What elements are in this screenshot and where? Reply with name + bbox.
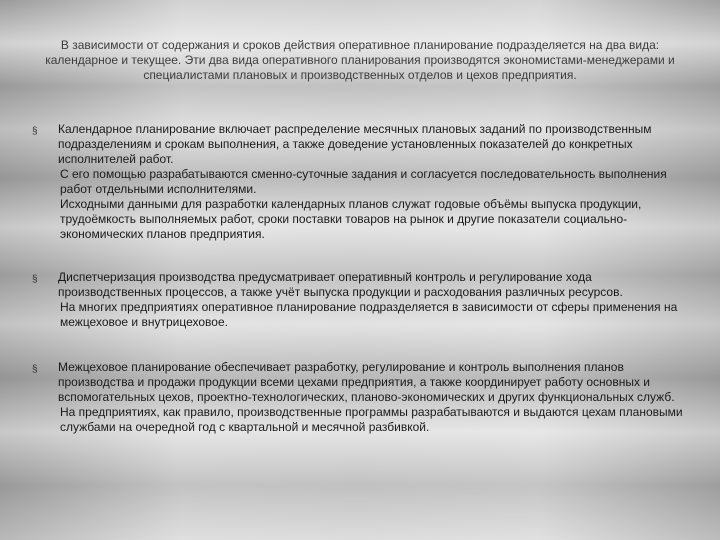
list-item-intershop-planning xyxy=(30,360,690,435)
intro-text: В зависимости от содержания и сроков действия оперативное планирование подразделяется на два вида: календарное и текущее. Эти два вида оперативного планирования производятся экономистами-менеджерами и специалистами плановых и производственных отделов и цехов предприятия. xyxy=(45,38,675,82)
list-item-dispatching xyxy=(30,270,690,330)
paragraph: Межцеховое планирование обеспечивает разработку, регулирование и контроль выполнения планов производства и продажи продукции всеми цехами предприятия, а также координирует работу основных и вспомогательных цехов, проектно-технологических, планово-экономических и других функциональных служб. xyxy=(58,360,675,404)
square-bullet-icon: § xyxy=(32,364,38,375)
paragraph: Календарное планирование включает распределение месячных плановых заданий по производственным подразделениям и срокам выполнения, а также доведение установленных показателей до конкретных исполнителей работ. xyxy=(58,122,652,166)
paragraph: Исходными данными для разработки календарных планов служат годовые объёмы выпуска продукции, трудоёмкость выполняемых работ, сроки поставки товаров на рынок и другие показатели социально-экономических планов предприятия. xyxy=(60,197,642,241)
paragraph: На многих предприятиях оперативное планирование подразделяется в зависимости от сферы применения на межцеховое и внутрицеховое. xyxy=(60,300,678,329)
square-bullet-icon: § xyxy=(32,126,38,137)
bullet-list xyxy=(30,120,690,435)
square-bullet-icon: § xyxy=(32,274,38,285)
paragraph: На предприятиях, как правило, производственные программы разрабатываются и выдаются цехам плановыми службами на очередной год с квартальной и месячной разбивкой. xyxy=(60,405,683,434)
paragraph: Диспетчеризация производства предусматривает оперативный контроль и регулирование хода производственных процессов, а также учёт выпуска продукции и расходования различных ресурсов. xyxy=(58,270,623,299)
paragraph: С его помощью разрабатываются сменно-суточные задания и согласуется последовательность выполнения работ отдельными исполнителями. xyxy=(60,167,667,196)
list-item-calendar-planning xyxy=(30,122,690,242)
